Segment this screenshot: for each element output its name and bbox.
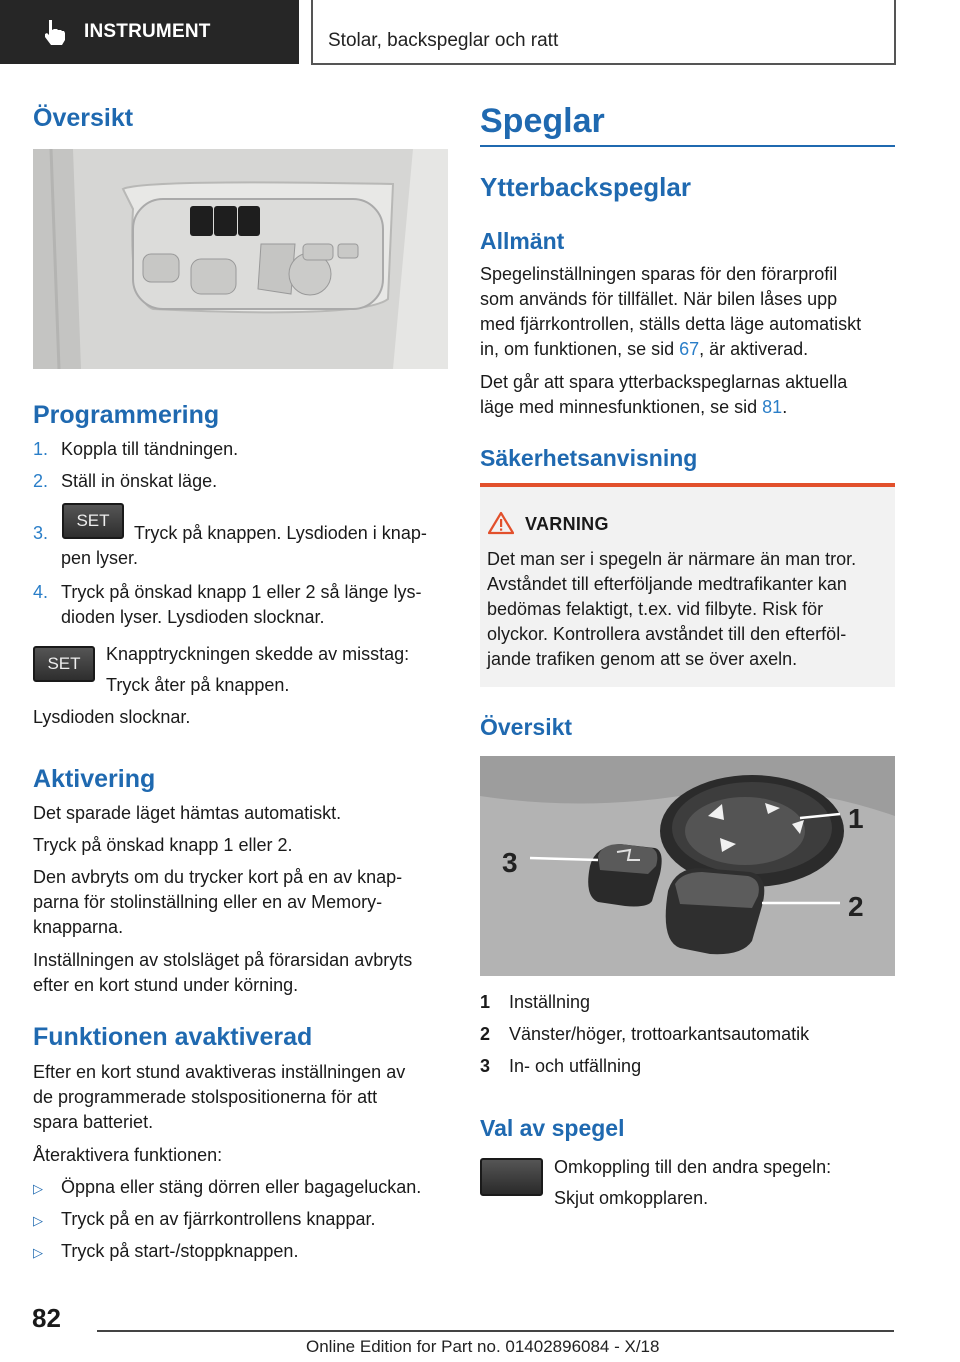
general-l2: som används för tillfället. När bilen låses upp — [480, 289, 838, 309]
set-button-icon: SET — [62, 503, 124, 539]
section-tab — [0, 0, 299, 64]
mirror-select-l1: Omkoppling till den andra spegeln: — [554, 1157, 832, 1177]
bullet-3: Tryck på start-/stoppknappen. — [61, 1241, 299, 1261]
bullet-2: Tryck på en av fjärrkontrollens knappar. — [61, 1209, 376, 1229]
activation-p1: Det sparade läget hämtas automatiskt. — [33, 803, 342, 823]
mirror-toggle-switch-icon — [480, 1158, 543, 1196]
legend-text-3: In- och utfällning — [509, 1056, 642, 1076]
page-link-67[interactable]: 67 — [679, 339, 700, 359]
callout-3: 3 — [502, 847, 518, 878]
general-l1: Spegelinställningen sparas för den förarprofil — [480, 264, 838, 284]
bullet-marker-1 — [33, 1175, 43, 1201]
overview-heading-left: Översikt — [33, 104, 134, 132]
triangle-bullet-icon: ▷ — [33, 1245, 43, 1260]
footer-rule — [97, 1330, 894, 1332]
legend-number-2: 2 — [480, 1024, 491, 1044]
mirror-select-l2: Skjut omkopplaren. — [554, 1188, 709, 1208]
page-link-81[interactable]: 81 — [762, 397, 783, 417]
mistake-line-2: Tryck åter på knappen. — [106, 675, 290, 695]
step-3-text: Tryck på knappen. Lysdioden i knap- — [134, 523, 427, 543]
set-button-icon-2: SET — [33, 646, 95, 682]
general-l6: läge med minnesfunktionen, se sid 81. — [480, 397, 788, 417]
warning-box — [480, 483, 895, 687]
step-4: 4. — [33, 582, 49, 602]
warning-line-1: Det man ser i spegeln är närmare än man tror. — [487, 549, 857, 569]
warning-triangle-icon — [488, 511, 514, 535]
hand-pointer-icon — [38, 16, 70, 48]
warning-line-3: bedömas felaktigt, t.ex. vid filbyte. Risk för — [487, 599, 824, 619]
warning-line-5: jande trafiken genom att se över axeln. — [487, 649, 798, 669]
mistake-line-3: Lysdioden slocknar. — [33, 707, 191, 727]
legend-text-1: Inställning — [509, 992, 591, 1012]
legend-number-1: 1 — [480, 992, 491, 1012]
bullet-marker-2 — [33, 1207, 43, 1233]
general-heading: Allmänt — [480, 228, 565, 254]
general-l4: in, om funktionen, se sid 67, är aktiverad. — [480, 339, 809, 359]
triangle-bullet-icon: ▷ — [33, 1213, 43, 1228]
warning-line-2: Avståndet till efterföljande medtrafikanter kan — [487, 574, 847, 594]
activation-p3-l2: parna för stolinställning eller en av Memory- — [33, 892, 383, 912]
activation-p3-l3: knapparna. — [33, 917, 124, 937]
section-title: INSTRUMENT — [84, 21, 211, 42]
mirror-controls-illustration — [480, 756, 895, 976]
callout-1: 1 — [848, 803, 864, 834]
deactivated-p1-l3: spara batteriet. — [33, 1112, 154, 1132]
safety-heading: Säkerhetsanvisning — [480, 445, 698, 471]
page-number: 82 — [32, 1303, 61, 1333]
bullet-1: Öppna eller stäng dörren eller bagageluckan. — [61, 1177, 422, 1197]
deactivated-p2: Återaktivera funktionen: — [33, 1145, 223, 1165]
chapter-tab — [311, 0, 896, 65]
warning-title: VARNING — [525, 514, 609, 534]
activation-p4-l2: efter en kort stund under körning. — [33, 975, 299, 995]
bullet-marker-3 — [33, 1239, 43, 1265]
activation-p4-l1: Inställningen av stolsläget på förarsidan avbryts — [33, 950, 413, 970]
mirror-select-heading: Val av spegel — [480, 1115, 625, 1141]
footer-edition: Online Edition for Part no. 01402896084 - X/18 — [306, 1337, 660, 1356]
programming-heading: Programmering — [33, 401, 220, 429]
mirrors-heading: Speglar — [480, 102, 605, 140]
mirror-controls-photo — [480, 756, 895, 976]
exterior-mirrors-heading: Ytterbackspeglar — [480, 172, 691, 202]
activation-heading: Aktivering — [33, 765, 156, 793]
general-l3: med fjärrkontrollen, ställs detta läge automatiskt — [480, 314, 862, 334]
activation-p2: Tryck på önskad knapp 1 eller 2. — [33, 835, 293, 855]
heading-rule — [480, 145, 895, 147]
deactivated-p1-l2: de programmerade stolspositionerna för att — [33, 1087, 378, 1107]
seat-panel-illustration — [33, 149, 448, 369]
overview-heading-right: Översikt — [480, 714, 573, 740]
callout-2: 2 — [848, 891, 864, 922]
step-1-text: Koppla till tändningen. — [61, 439, 239, 459]
chapter-title: Stolar, backspeglar och ratt — [328, 30, 559, 51]
triangle-bullet-icon: ▷ — [33, 1181, 43, 1196]
deactivated-heading: Funktionen avaktiverad — [33, 1023, 313, 1051]
step-2-text: Ställ in önskat läge. — [61, 471, 218, 491]
step-4-text-cont: dioden lyser. Lysdioden slocknar. — [61, 607, 325, 627]
seat-memory-buttons-photo — [33, 149, 448, 369]
step-1: 1. — [33, 439, 49, 459]
legend-text-2: Vänster/höger, trottoarkantsautomatik — [509, 1024, 810, 1044]
step-4-text: Tryck på önskad knapp 1 eller 2 så länge lys- — [61, 582, 422, 602]
step-3: 3. — [33, 523, 49, 543]
step-2: 2. — [33, 471, 49, 491]
step-3-text-cont: pen lyser. — [61, 548, 139, 568]
general-l5: Det går att spara ytterbackspeglarnas aktuella — [480, 372, 848, 392]
mistake-line-1: Knapptryckningen skedde av misstag: — [106, 644, 410, 664]
activation-p3-l1: Den avbryts om du trycker kort på en av knap- — [33, 867, 403, 887]
deactivated-p1-l1: Efter en kort stund avaktiveras inställningen av — [33, 1062, 406, 1082]
legend-number-3: 3 — [480, 1056, 491, 1076]
warning-line-4: olyckor. Kontrollera avståndet till den efterföl- — [487, 624, 847, 644]
